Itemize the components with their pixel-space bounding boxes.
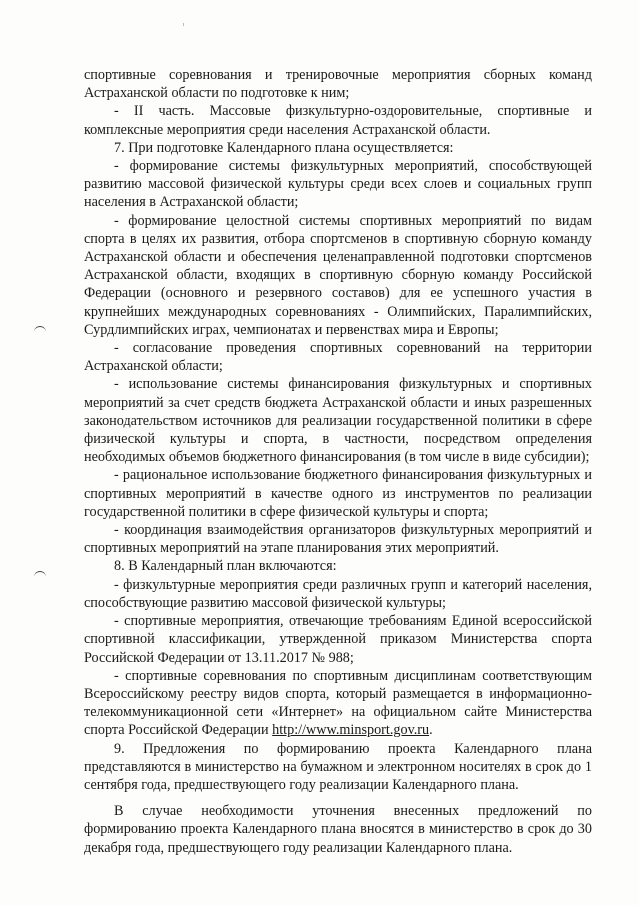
paragraph-text: - спортивные соревнования по спортивным дисциплинам соответствующим Всероссийскому реестру видов спорта, который размещается в информационно-телекоммуникационной сети «Интернет» на официальном сайте Министерства спорта Российской Федерации [84,667,592,739]
document-body [84,66,592,857]
paragraph: 8. В Календарный план включаются: [114,558,337,575]
paragraph: 9. Предложения по формированию проекта Календарного плана представляются в министерство на бумажном и электронном носителях в срок до 1 сентября года, предшествующего году реализации Календарного плана. [84,740,592,793]
paragraph: - рациональное использование бюджетного финансирования физкультурных и спортивных мероприятий в качестве одного из инструментов по реализации государственной политики в сфере физической культуры и спорта; [84,467,592,520]
paragraph: - формирование системы физкультурных мероприятий, способствующей развитию массовой физической культуры среди всех слоев и социальных групп населения в Астраханской области; [84,158,592,211]
binding-hole-mark [34,571,46,577]
paragraph: 7. При подготовке Календарного плана осуществляется: [114,139,454,156]
paragraph: - формирование целостной системы спортивных мероприятий по видам спорта в целях их развития, отбора спортсменов в спортивную сборную команду Астраханской области и обеспечения целенаправленной подготовки спортсменов Астраханской области, входящих в спортивную сборную команду Российской Федерации (основного и резервного составов) для ее успешного участия в крупнейших международных соревнованиях - Олимпийских, Паралимпийских, Сурдлимпийских играх, чемпионатах и первенствах мира и Европы; [84,212,592,338]
link-suffix: . [429,722,433,739]
paragraph-with-link [84,667,592,740]
paragraph: - спортивные мероприятия, отвечающие требованиям Единой всероссийской спортивной классификации, утвержденной приказом Министерства спорта Российской Федерации от 13.11.2017 № 988; [84,613,592,666]
scan-speck [183,23,184,26]
paragraph: В случае необходимости уточнения внесенных предложений по формированию проекта Календарного плана вносятся в министерство в срок до 30 декабря года, предшествующего году реализации Календарного плана. [84,803,592,856]
paragraph: - физкультурные мероприятия среди различных групп и категорий населения, способствующие развитию массовой физической культуры; [84,576,592,611]
paragraph: - II часть. Массовые физкультурно-оздоровительные, спортивные и комплексные мероприятия среди населения Астраханской области. [84,103,592,138]
paragraph: - согласование проведения спортивных соревнований на территории Астраханской области; [84,340,592,375]
paragraph: - использование системы финансирования физкультурных и спортивных мероприятий за счет средств бюджета Астраханской области и иных разрешенных законодательством источников для реализации государственной политики в сфере физической культуры и спорта, в частности, посредством определения необходимых объемов бюджетного финансирования (в том числе в виде субсидии); [84,376,592,466]
binding-hole-mark [34,326,46,332]
paragraph: - координация взаимодействия организаторов физкультурных мероприятий и спортивных мероприятий на этапе планирования этих мероприятий. [84,522,592,557]
paragraph: спортивные соревнования и тренировочные мероприятия сборных команд Астраханской области по подготовке к ним; [84,67,592,102]
minsport-link[interactable]: http://www.minsport.gov.ru [272,722,430,739]
